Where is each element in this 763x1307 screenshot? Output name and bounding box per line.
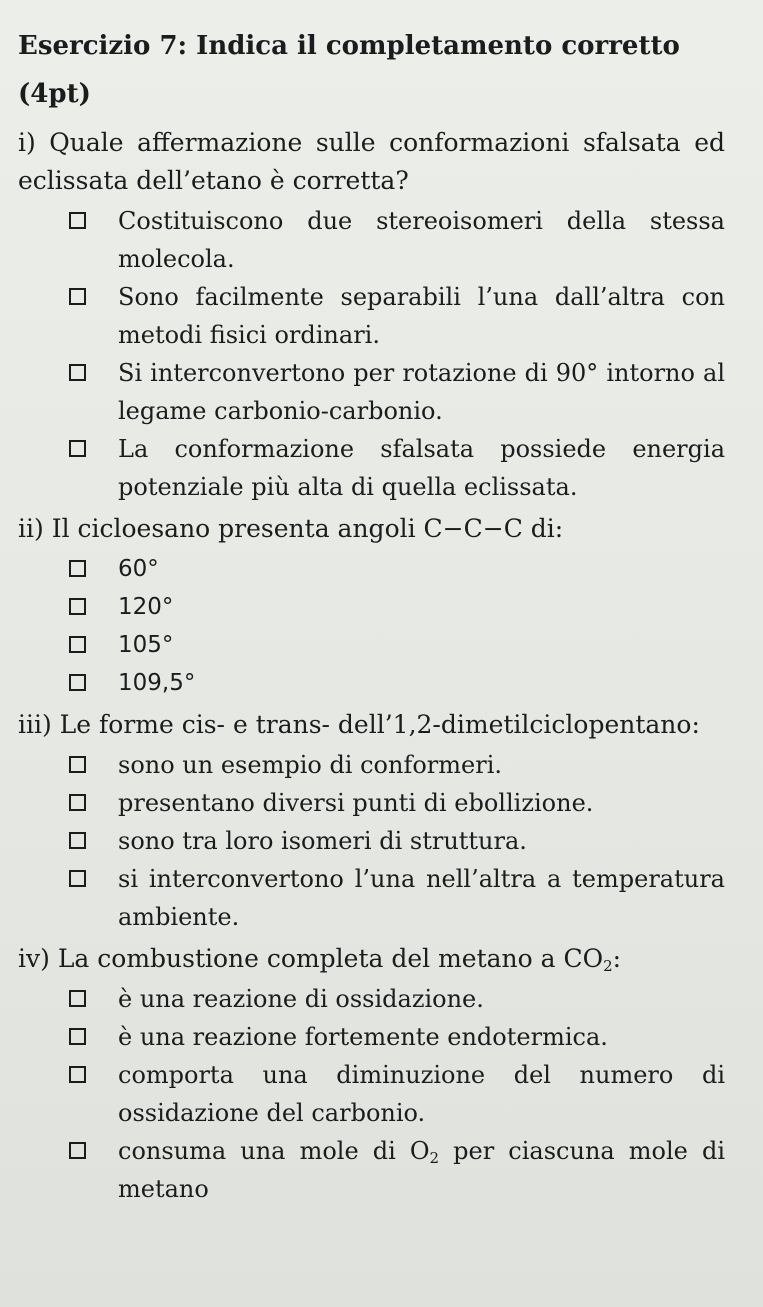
checkbox[interactable]: [69, 288, 86, 305]
question-4-option-a[interactable]: [18, 980, 725, 1018]
question-1-options: [18, 202, 725, 506]
question-4-option-d[interactable]: [18, 1132, 725, 1208]
option-label: è una reazione di ossidazione.: [118, 985, 484, 1013]
option-label: si interconvertono l’una nell’altra a temperatura ambiente.: [118, 865, 725, 931]
checkbox[interactable]: [69, 990, 86, 1007]
option-label: 60°: [118, 556, 159, 582]
checkbox[interactable]: [69, 1142, 86, 1159]
question-4-stem-end: :: [612, 944, 622, 973]
question-4-option-c[interactable]: [18, 1056, 725, 1132]
option-label: 109,5°: [118, 670, 196, 696]
checkbox[interactable]: [69, 832, 86, 849]
question-4-options: [18, 980, 725, 1208]
option-label: sono tra loro isomeri di struttura.: [118, 827, 527, 855]
option-label: presentano diversi punti di ebollizione.: [118, 789, 594, 817]
question-2-options: [18, 550, 725, 702]
checkbox[interactable]: [69, 1028, 86, 1045]
question-4-stem: [18, 940, 725, 978]
question-2-option-a[interactable]: [18, 550, 725, 588]
question-3-option-a[interactable]: [18, 746, 725, 784]
question-2-option-c[interactable]: [18, 626, 725, 664]
question-1-stem: i) Quale affermazione sulle conformazioni sfalsata ed eclissata dell’etano è corretta?: [18, 128, 725, 195]
question-4-option-b[interactable]: [18, 1018, 725, 1056]
checkbox[interactable]: [69, 674, 86, 691]
exercise-title: Esercizio 7: Indica il completamento corretto: [18, 31, 680, 61]
checkbox[interactable]: [69, 756, 86, 773]
question-2: [18, 510, 725, 702]
checkbox[interactable]: [69, 560, 86, 577]
question-4-stem-text: iv) La combustione completa del metano a CO: [18, 944, 604, 973]
checkbox[interactable]: [69, 212, 86, 229]
question-1-option-c[interactable]: [18, 354, 725, 430]
option-label: è una reazione fortemente endotermica.: [118, 1023, 608, 1051]
question-2-stem: ii) Il cicloesano presenta angoli C−C−C di:: [18, 514, 564, 543]
question-1: [18, 124, 725, 506]
option-label: La conformazione sfalsata possiede energia potenziale più alta di quella eclissata.: [118, 435, 725, 501]
subscript: 2: [603, 957, 613, 975]
option-label: comporta una diminuzione del numero di ossidazione del carbonio.: [118, 1061, 725, 1127]
question-3-options: [18, 746, 725, 936]
question-2-option-b[interactable]: [18, 588, 725, 626]
option-text-end: per ciascuna mole di metano: [118, 1137, 725, 1203]
subscript: 2: [429, 1149, 440, 1167]
option-label: Sono facilmente separabili l’una dall’altra con metodi fisici ordinari.: [118, 283, 725, 349]
checkbox[interactable]: [69, 870, 86, 887]
option-label: 120°: [118, 594, 174, 620]
checkbox[interactable]: [69, 636, 86, 653]
exercise-points: (4pt): [18, 79, 91, 109]
checkbox[interactable]: [69, 440, 86, 457]
question-3-option-d[interactable]: [18, 860, 725, 936]
question-3-option-b[interactable]: [18, 784, 725, 822]
option-text: consuma una mole di O: [118, 1137, 430, 1165]
checkbox[interactable]: [69, 1066, 86, 1083]
option-label: Si interconvertono per rotazione di 90° intorno al legame carbonio-carbonio.: [118, 359, 725, 425]
question-4: [18, 940, 725, 1208]
option-label: Costituiscono due stereoisomeri della stessa molecola.: [118, 207, 725, 273]
question-3-option-c[interactable]: [18, 822, 725, 860]
checkbox[interactable]: [69, 794, 86, 811]
question-3-stem: iii) Le forme cis- e trans- dell’1,2-dimetilciclopentano:: [18, 710, 700, 739]
question-1-option-b[interactable]: [18, 278, 725, 354]
option-label: [118, 1132, 725, 1208]
question-2-option-d[interactable]: [18, 664, 725, 702]
question-1-option-a[interactable]: [18, 202, 725, 278]
question-3: [18, 706, 725, 936]
question-1-option-d[interactable]: [18, 430, 725, 506]
checkbox[interactable]: [69, 364, 86, 381]
option-label: 105°: [118, 632, 174, 658]
option-label: sono un esempio di conformeri.: [118, 751, 502, 779]
checkbox[interactable]: [69, 598, 86, 615]
